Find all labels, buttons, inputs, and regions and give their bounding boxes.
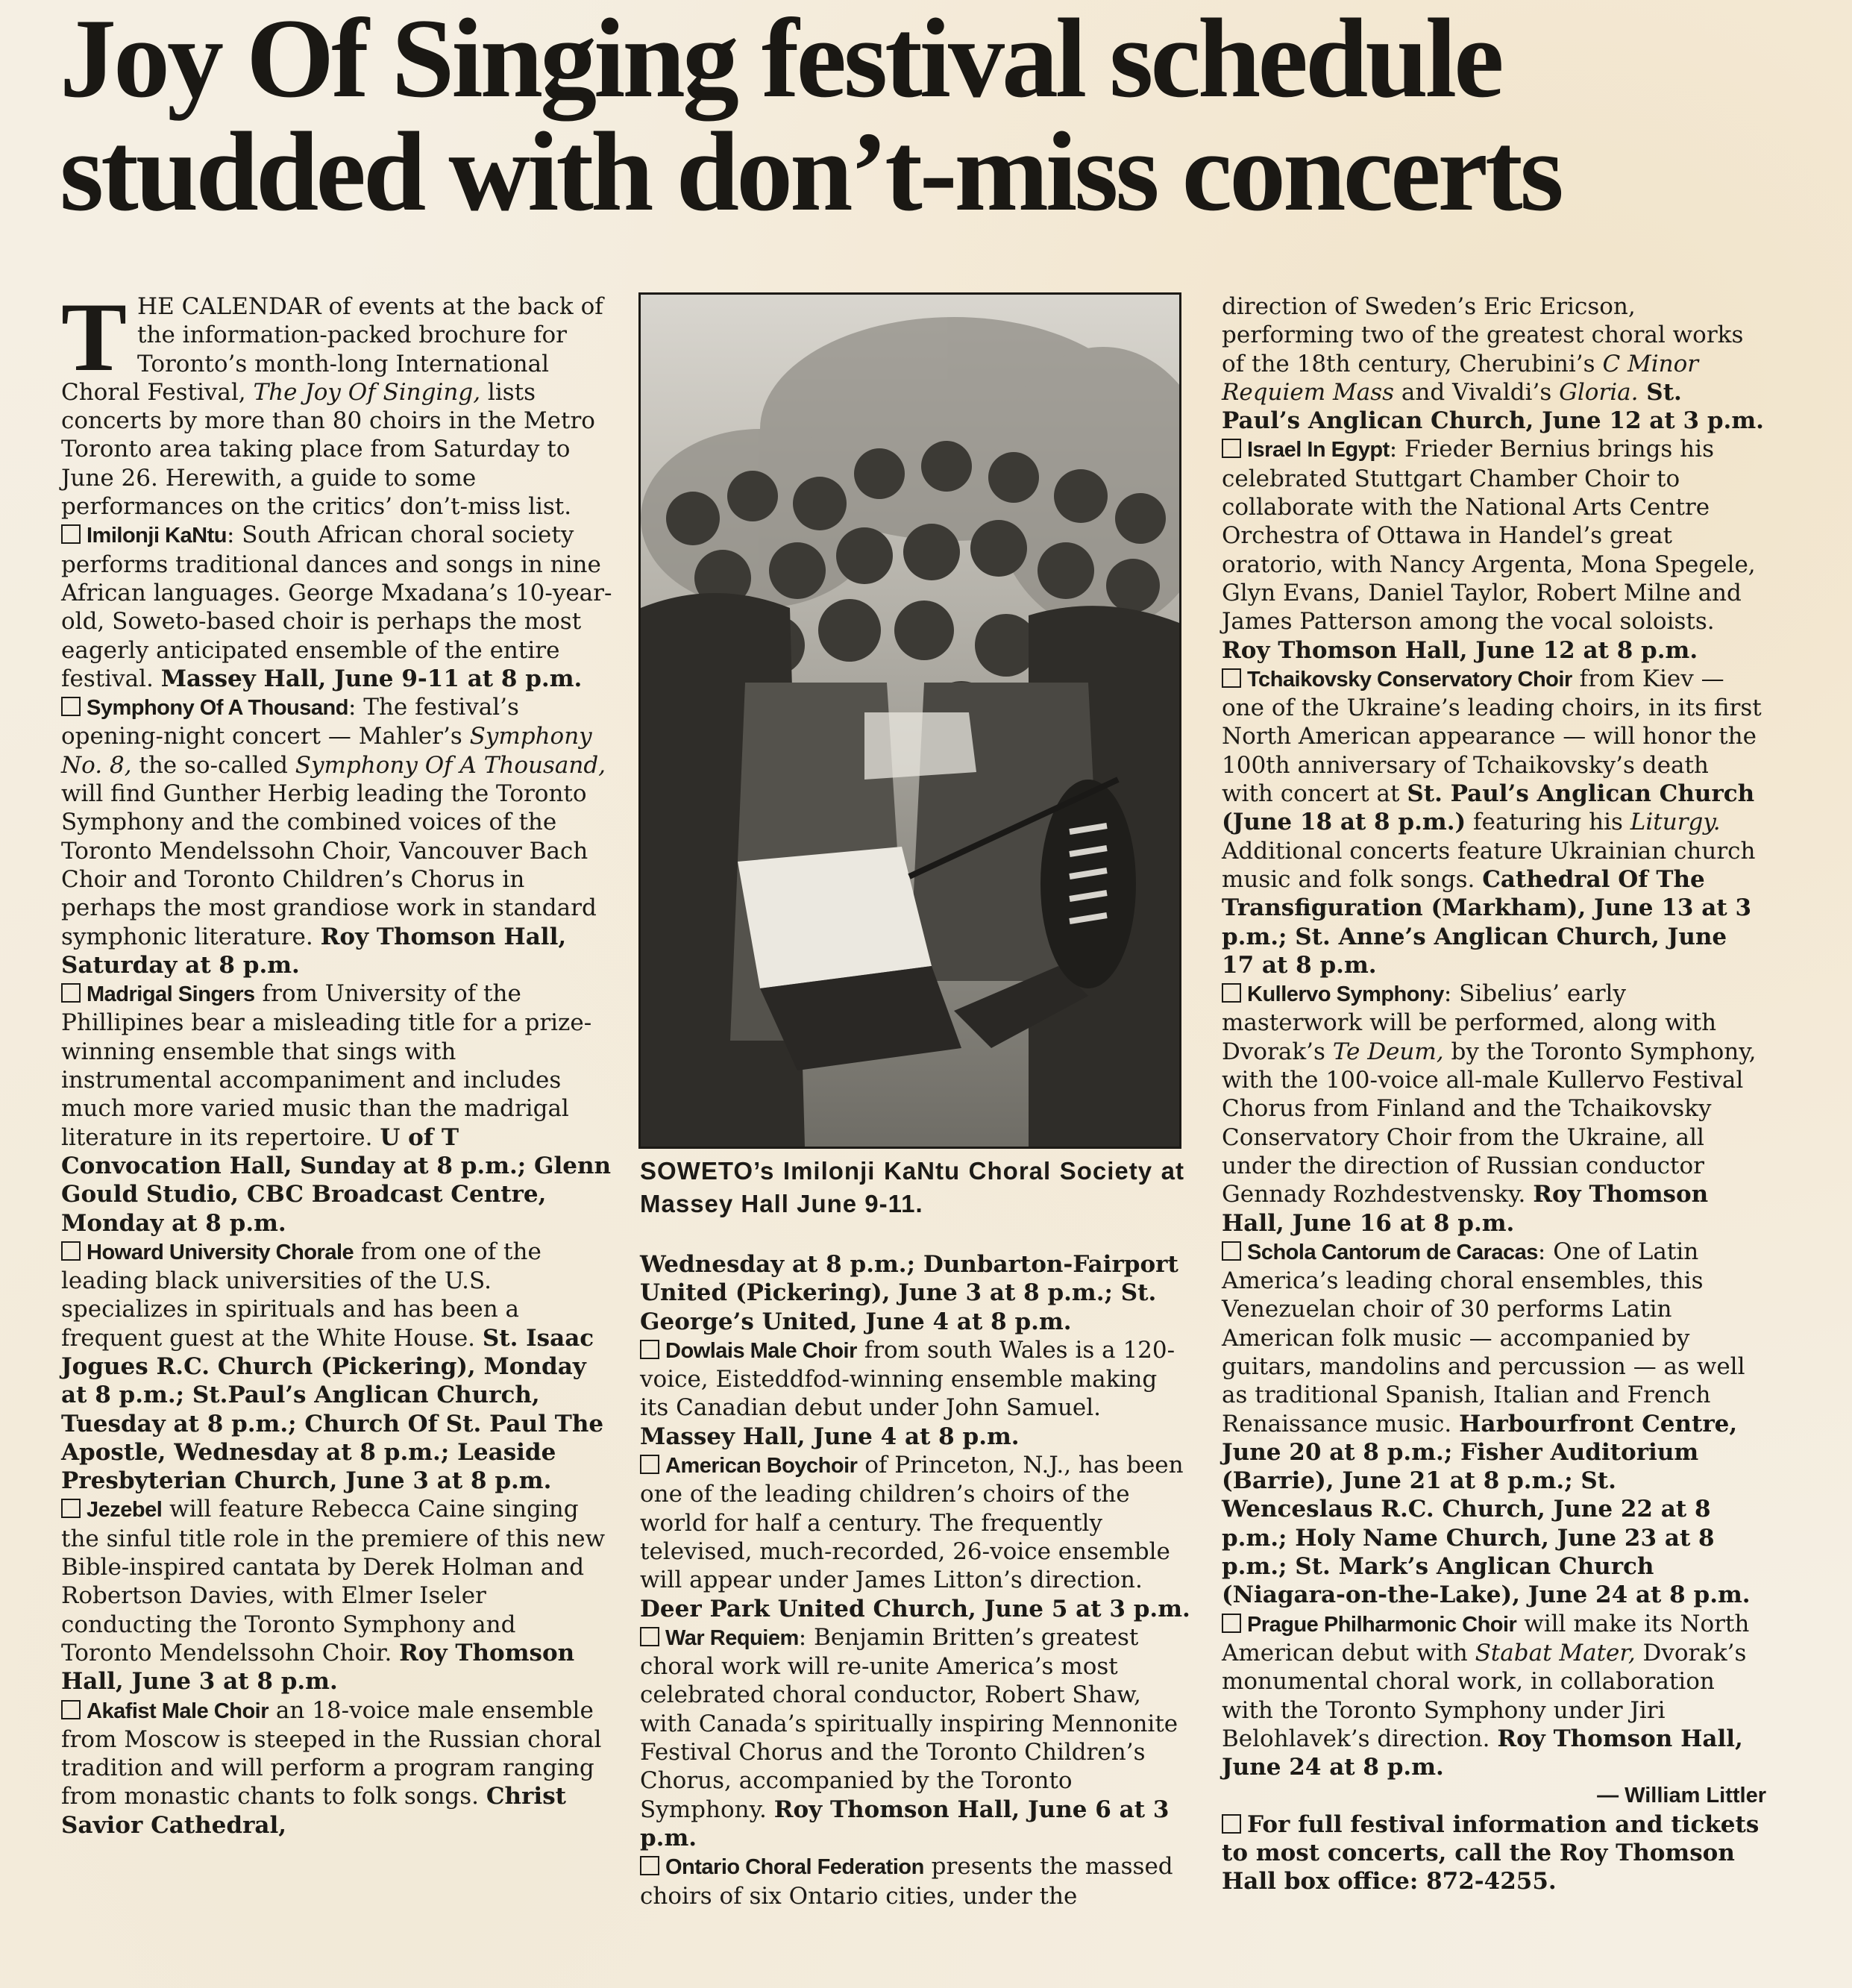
entry-ontario-choral-federation: Ontario Choral Federation presents the massed choirs of six Ontario cities, under the [640, 1853, 1173, 1910]
checkbox-bullet-icon [61, 1700, 81, 1719]
checkbox-bullet-icon [640, 1856, 659, 1875]
article-column-3 [1222, 292, 1766, 1896]
headline [60, 0, 1686, 234]
headline-line-2: studded with don’t-miss concerts [60, 109, 1561, 234]
entry-madrigal-singers: Madrigal Singers from University of the Phillipines bear a misleading title for a prize-winning ensemble that sings with instrumental accompaniment and includes much more varied music than the madrigal literature in its repertoire. U of T Convocation Hall, Sunday at 8 p.m.; Glenn Gould Studio, CBC Broadcast Centre, Monday at 8 p.m. [61, 980, 612, 1237]
checkbox-bullet-icon [640, 1455, 659, 1474]
checkbox-bullet-icon [61, 1241, 81, 1261]
article-column-2 [640, 1250, 1192, 1910]
checkbox-bullet-icon [640, 1627, 659, 1646]
intro-paragraph: THE CALENDAR of events at the back of the information-packed brochure for Toronto’s month-long International Choral Festival, The Joy Of Singing, lists concerts by more than 80 choirs in the Metro Toronto area taking place from Saturday to June 26. Herewith, a guide to some performances on the critics’ don’t-miss list. [61, 282, 603, 521]
checkbox-bullet-icon [61, 983, 81, 1003]
entry-american-boychoir: American Boychoir of Princeton, N.J., has been one of the leading children’s choirs of the world for half a century. The frequently televised, much-recorded, 26-voice ensemble will appear under James Litton’s direction. Deer Park United Church, June 5 at 3 p.m. [640, 1452, 1190, 1622]
entry-imilonji: Imilonji KaNtu: South African choral society performs traditional dances and songs in nine African languages. George Mxadana’s 10-year-old, Soweto-based choir is perhaps the most eagerly anticipated ensemble of the entire festival. Massey Hall, June 9-11 at 8 p.m. [61, 521, 612, 692]
entry-akafist: Akafist Male Choir an 18-voice male ensemble from Moscow is steeped in the Russian choral tradition and will perform a program ranging from monastic chants to folk songs. Christ Savior Cathedral, [61, 1696, 602, 1839]
checkbox-bullet-icon [1222, 668, 1241, 688]
entry-dowlais: Dowlais Male Choir from south Wales is a 120-voice, Eisteddfod-winning ensemble making its Canadian debut under John Samuel. Massey Hall, June 4 at 8 p.m. [640, 1336, 1175, 1450]
entry-war-requiem: War Requiem: Benjamin Britten’s greatest choral work will re-unite America’s most celebrated choral conductor, Robert Shaw, with Canada’s spiritually inspiring Mennonite Festival Chorus and the Toronto Children’s Chorus, accompanied by the Toronto Symphony. Roy Thomson Hall, June 6 at 3 p.m. [640, 1623, 1178, 1851]
checkbox-bullet-icon [640, 1340, 659, 1359]
drop-cap: T [61, 282, 128, 392]
checkbox-bullet-icon [1222, 1814, 1241, 1834]
entry-tchaikovsky-choir: Tchaikovsky Conservatory Choir from Kiev — one of the Ukraine’s leading choirs, in its first North American appearance — will honor the 100th anniversary of Tchaikovsky’s death with concert at St. Paul’s Anglican Church (June 18 at 8 p.m.) featuring his Liturgy. Additional concerts feature Ukrainian church music and folk songs. Cathedral Of The Transfiguration (Markham), June 13 at 3 p.m.; St. Anne’s Anglican Church, June 17 at 8 p.m. [1222, 665, 1762, 979]
footer-info: For full festival information and tickets to most concerts, call the Roy Thomson Hall box office: 872-4255. [1222, 1810, 1760, 1896]
choir-photo-illustration [641, 295, 1179, 1147]
entry-howard-university: Howard University Chorale from one of the leading black universities of the U.S. specializes in spirituals and has been a frequent guest at the White House. St. Isaac Jogues R.C. Church (Pickering), Monday at 8 p.m.; St.Paul’s Anglican Church, Tuesday at 8 p.m.; Church Of St. Paul The Apostle, Wednesday at 8 p.m.; Leaside Presbyterian Church, June 3 at 8 p.m. [61, 1238, 604, 1495]
author-signature: — William Littler [1597, 1784, 1766, 1808]
checkbox-bullet-icon [1222, 1614, 1241, 1633]
choir-photo [638, 292, 1181, 1149]
entry-schola-cantorum: Schola Cantorum de Caracas: One of Latin America’s leading choral ensembles, this Venezuelan choir of 30 performs Latin American folk music — accompanied by guitars, mandolins and percussion — as well as traditional Spanish, Italian and French Renaissance music. Harbourfront Centre, June 20 at 8 p.m.; Fisher Auditorium (Barrie), June 21 at 8 p.m.; St. Wenceslaus R.C. Church, June 22 at 8 p.m.; Holy Name Church, June 23 at 8 p.m.; St. Mark’s Anglican Church (Niagara-on-the-Lake), June 24 at 8 p.m. [1222, 1238, 1751, 1609]
checkbox-bullet-icon [61, 697, 81, 716]
checkbox-bullet-icon [61, 1499, 81, 1518]
checkbox-bullet-icon [1222, 1241, 1241, 1261]
entry-kullervo-symphony: Kullervo Symphony: Sibelius’ early masterwork will be performed, along with Dvorak’s Te Deum, by the Toronto Symphony, with the 100-voice all-male Kullervo Festival Chorus from Finland and the Tchaikovsky Conservatory Choir from the Ukraine, all under the direction of Russian conductor Gennady Rozhdestvensky. Roy Thomson Hall, June 16 at 8 p.m. [1222, 980, 1757, 1237]
entry-ontario-continued: direction of Sweden’s Eric Ericson, performing two of the greatest choral works of the 18th century, Cherubini’s C Minor Requiem Mass and Vivaldi’s Gloria. St. Paul’s Anglican Church, June 12 at 3 p.m. [1222, 293, 1764, 435]
entry-jezebel: Jezebel will feature Rebecca Caine singing the sinful title role in the premiere of this new Bible-inspired cantata by Derek Holman and Robertson Davies, with Elmer Iseler conducting the Toronto Symphony and Toronto Mendelssohn Choir. Roy Thomson Hall, June 3 at 8 p.m. [61, 1496, 606, 1696]
checkbox-bullet-icon [1222, 983, 1241, 1003]
checkbox-bullet-icon [61, 524, 81, 544]
article-column-1 [61, 282, 613, 1840]
checkbox-bullet-icon [1222, 439, 1241, 458]
entry-symphony-of-a-thousand: Symphony Of A Thousand: The festival’s opening-night concert — Mahler’s Symphony No. 8, the so-called Symphony Of A Thousand, will find Gunther Herbig leading the Toronto Symphony and the combined voices of the Toronto Mendelssohn Choir, Vancouver Bach Choir and Toronto Children’s Chorus in perhaps the most grandiose work in standard symphonic literature. Roy Thomson Hall, Saturday at 8 p.m. [61, 694, 606, 979]
headline-line-1: Joy Of Singing festival schedule [60, 0, 1501, 121]
entry-prague-philharmonic: Prague Philharmonic Choir will make its North American debut with Stabat Mater, Dvorak’s monumental choral work, in collaboration with the Toronto Symphony under Jiri Belohlavek’s direction. Roy Thomson Hall, June 24 at 8 p.m. [1222, 1610, 1750, 1781]
entry-akafist-continued: Wednesday at 8 p.m.; Dunbarton-Fairport United (Pickering), June 3 at 8 p.m.; St. George’s United, June 4 at 8 p.m. [640, 1251, 1178, 1335]
entry-israel-in-egypt: Israel In Egypt: Frieder Bernius brings his celebrated Stuttgart Chamber Choir to collaborate with the National Arts Centre Orchestra of Ottawa in Handel’s great oratorio, with Nancy Argenta, Mona Spegele, Glyn Evans, Daniel Taylor, Robert Milne and James Patterson among the vocal soloists. Roy Thomson Hall, June 12 at 8 p.m. [1222, 436, 1756, 664]
photo-caption: SOWETO’s Imilonji KaNtu Choral Society at Massey Hall June 9-11. [640, 1157, 1184, 1217]
